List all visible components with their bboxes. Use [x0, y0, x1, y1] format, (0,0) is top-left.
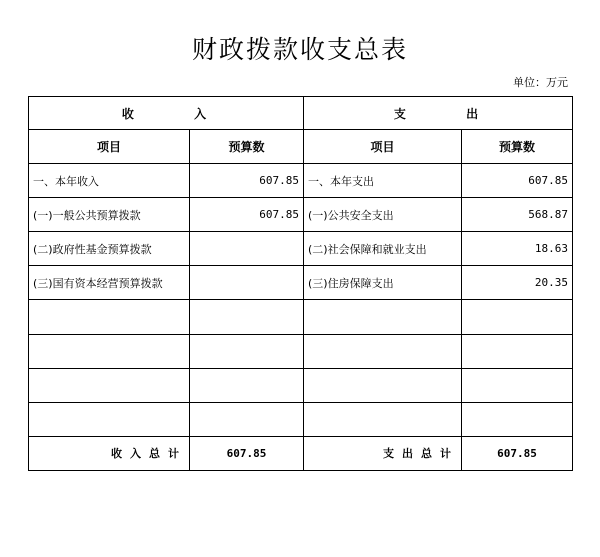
income-amount-cell	[190, 402, 304, 436]
page-title: 财政拨款收支总表	[191, 35, 408, 64]
expense-item-cell: (一)公共安全支出	[304, 198, 462, 232]
income-item-cell	[29, 334, 190, 368]
expense-item-cell: (二)社会保障和就业支出	[304, 232, 462, 266]
expense-item-cell	[304, 334, 462, 368]
section-header-row	[29, 97, 573, 130]
expense-amount-cell: 607.85	[462, 164, 573, 198]
totals-row	[29, 436, 573, 470]
income-item-cell	[29, 300, 190, 334]
income-total-amount: 607.85	[190, 436, 304, 470]
expense-budget-header: 预算数	[462, 130, 573, 164]
income-section-header: 收 入	[29, 97, 304, 130]
income-item-cell: (三)国有资本经营预算拨款	[29, 266, 190, 300]
table-row	[29, 266, 573, 300]
income-item-cell	[29, 402, 190, 436]
table-row	[29, 334, 573, 368]
income-amount-cell	[190, 266, 304, 300]
expense-total-label: 支出总计	[304, 436, 462, 470]
income-amount-cell: 607.85	[190, 198, 304, 232]
expense-item-cell	[304, 402, 462, 436]
income-item-cell: (二)政府性基金预算拨款	[29, 232, 190, 266]
expense-item-cell: (三)住房保障支出	[304, 266, 462, 300]
table-row	[29, 402, 573, 436]
budget-table	[28, 96, 573, 471]
income-item-cell: (一)一般公共预算拨款	[29, 198, 190, 232]
expense-total-amount: 607.85	[462, 436, 573, 470]
table-row	[29, 198, 573, 232]
expense-amount-cell: 20.35	[462, 266, 573, 300]
income-amount-cell	[190, 368, 304, 402]
income-item-header: 项目	[29, 130, 190, 164]
expense-item-header: 项目	[304, 130, 462, 164]
expense-amount-cell	[462, 334, 573, 368]
expense-amount-cell	[462, 368, 573, 402]
table-row	[29, 300, 573, 334]
income-amount-cell	[190, 334, 304, 368]
income-total-label: 收入总计	[29, 436, 190, 470]
income-item-cell: 一、本年收入	[29, 164, 190, 198]
expense-item-cell	[304, 368, 462, 402]
table-row	[29, 164, 573, 198]
income-amount-cell	[190, 300, 304, 334]
expense-amount-cell: 18.63	[462, 232, 573, 266]
expense-item-cell: 一、本年支出	[304, 164, 462, 198]
income-budget-header: 预算数	[190, 130, 304, 164]
column-header-row	[29, 130, 573, 164]
table-row	[29, 232, 573, 266]
unit-label: 单位：万元	[513, 76, 568, 89]
income-amount-cell	[190, 232, 304, 266]
income-item-cell	[29, 368, 190, 402]
expense-item-cell	[304, 300, 462, 334]
expense-amount-cell	[462, 402, 573, 436]
expense-amount-cell	[462, 300, 573, 334]
expense-section-header: 支 出	[304, 97, 573, 130]
table-row	[29, 368, 573, 402]
expense-amount-cell: 568.87	[462, 198, 573, 232]
income-amount-cell: 607.85	[190, 164, 304, 198]
